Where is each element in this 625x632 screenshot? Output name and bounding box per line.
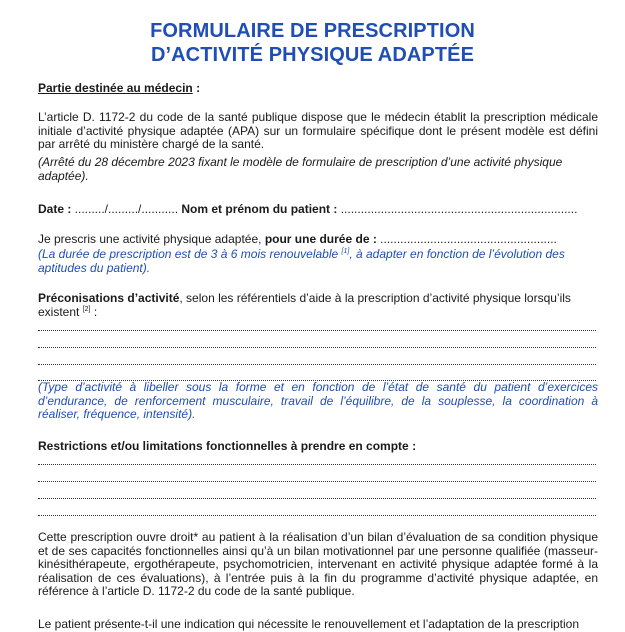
form-title-line-1: FORMULAIRE DE PRESCRIPTION <box>150 20 475 42</box>
patient-name-label: Nom et prénom du patient : <box>181 202 338 216</box>
preconisations-note: (Type d’activité à libeller sous la forme et en fonction de l’état de santé du patient d’exercices d’endurance, de renforcement musculaire, travail de l’équilibre, de la souplesse, la coordination à réaliser, fréquence, intensité). <box>38 380 598 422</box>
duration-line <box>38 233 598 247</box>
patient-name-field[interactable]: ....................................................................... <box>337 202 578 216</box>
restrictions-answer-line-2[interactable] <box>38 477 596 482</box>
preconisations-text: , selon les référentiels d’aide à la prescription d’activité physique lorsqu’ils existent <box>38 291 571 319</box>
droit-paragraph: Cette prescription ouvre droit* au patient à la réalisation d’un bilan d’évaluation de sa condition physique et de ses capacités fonctionnelles ainsi qu’à un bilan motivationnel par une personne qualifiée (masseur-kinésithérapeute, ergothérapeute, psychomotricien, intervenant en activité physique adaptée formé à la réalisation de ces évaluations), à l’entrée puis à la fin du programme d’activité physique adaptée, en référence à l’article D. 1172-2 du code de la santé publique. <box>38 530 598 599</box>
duration-note <box>38 248 598 275</box>
date-label: Date : <box>38 202 72 216</box>
duration-note-part1: (La durée de prescription est de 3 à 6 mois renouvelable <box>38 247 339 261</box>
duration-text: Je prescris une activité physique adaptée, <box>38 232 265 246</box>
arrete-reference: (Arrêté du 28 décembre 2023 fixant le modèle de formulaire de prescription d’une activité physique adaptée). <box>38 155 563 183</box>
footnote-ref-1: [1] <box>341 248 350 255</box>
date-field[interactable]: ........./........./........... <box>71 202 182 216</box>
preconisations-answer-line-1[interactable] <box>38 326 596 331</box>
preconisations-colon: : <box>90 304 98 319</box>
intro-paragraph: L’article D. 1172-2 du code de la santé publique dispose que le médecin établit la prescription médicale initiale d’activité physique adaptée (APA) sur un formulaire spécifique dont le présent modèle est défini par arrêté du ministère chargé de la santé. <box>38 110 598 152</box>
section-heading-medecin <box>38 82 598 96</box>
preconisations-line <box>38 292 598 319</box>
form-title-line-2: D’ACTIVITÉ PHYSIQUE ADAPTÉE <box>150 44 475 66</box>
restrictions-answer-line-3[interactable] <box>38 494 596 499</box>
footnote-ref-2: [2] <box>82 305 91 313</box>
duration-field[interactable]: ..................................................... <box>376 232 557 246</box>
preconisations-answer-line-3[interactable] <box>38 360 596 365</box>
date-and-name-line <box>38 203 598 217</box>
preconisations-answer-line-2[interactable] <box>38 343 596 348</box>
preconisations-label: Préconisations d’activité <box>38 291 180 305</box>
restrictions-answer-line-1[interactable] <box>38 460 596 465</box>
section-heading-colon: : <box>192 81 201 95</box>
duration-label: pour une durée de : <box>264 232 377 246</box>
section-heading-text: Partie destinée au médecin <box>38 81 193 95</box>
restrictions-heading: Restrictions et/ou limitations fonctionnelles à prendre en compte : <box>38 439 417 453</box>
renewal-question-cut: Le patient présente-t-il une indication qui nécessite le renouvellement et l’adaptation de la prescription <box>38 618 580 631</box>
restrictions-answer-line-4[interactable] <box>38 511 596 516</box>
duration-note-part2: , à adapter en fonction de l’évolution des aptitudes du patient). <box>38 247 565 275</box>
